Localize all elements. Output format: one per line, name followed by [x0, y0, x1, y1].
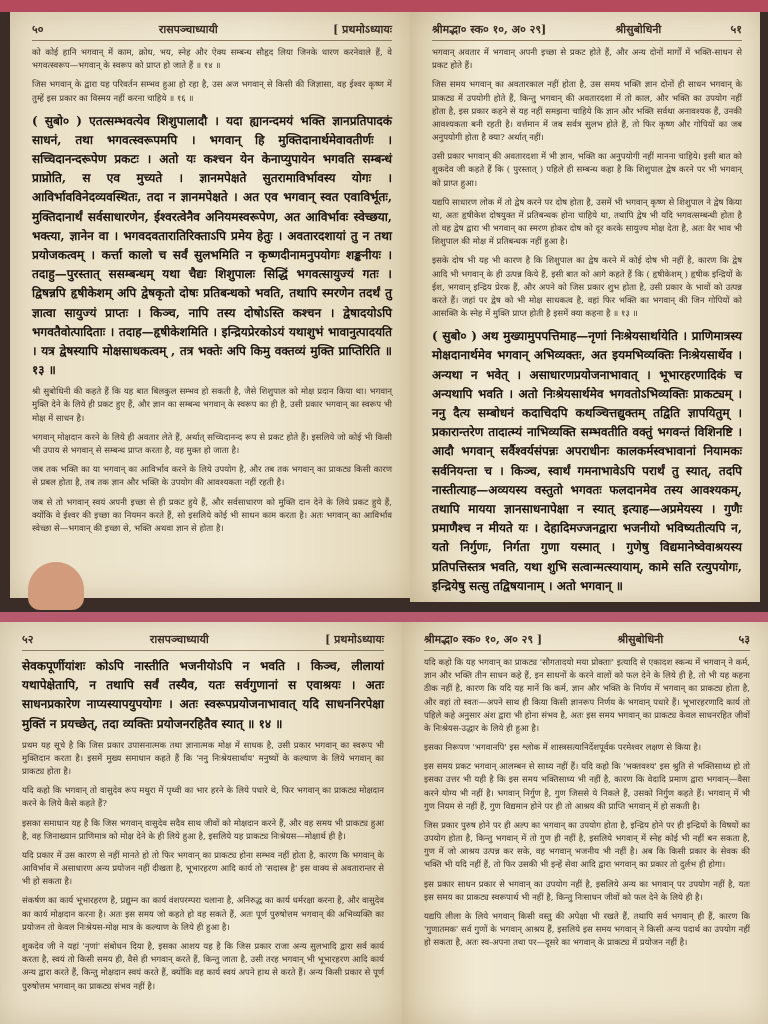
- paragraph: जिस प्रकार पुरुष होने पर ही अल्प का भगवान् का उपयोग होता है, इन्द्रिय होने पर ही इन्द्रियों के विषयों का उपयोग होता है, किन्तु भगवान् में तो गुण ही नहीं है, इसलिये भगवान् में स्नेह कोई भी नहीं बन सकता है, गुण में जो आश्रय उत्पन्न कर सके, वह भगवान् भजनीय भी नहीं है। अब कि किसी प्रकार के सेवक की भक्ति भी यदि नहीं हैं, तो फिर उसकी भी इन्हें सेवा आदि द्वारा भगवान् का प्रकार तो दुर्लभ ही होगा।: [424, 820, 750, 871]
- paragraph: इसका समाधान यह है कि जिस भगवान् वासुदेव सदैव साथ जीवों को मोक्षदान करने हैं, और वह समय भी प्राकट्य हुआ है, वह जिनाख्यान प्राणिमात्र को मोक्ष देने के ही लिये हुआ है, इसलिये यह प्राकट्य निःश्रेयस—मोक्षार्थ ही है।: [22, 818, 384, 842]
- paragraph: इसके दोष भी यह भी कारण है कि शिशुपाल का द्वेष करने में कोई दोष भी नहीं है, कारण कि द्वेष आदि भी भगवान् के ही उत्पन्न किये हैं, इसी बात को आगे कहते हैं कि ( हृषीकेशम् ) हृषीक इन्द्रियों के ईश, भगवान् इन्द्रिय प्रेरक हैं, और अपने को जिस प्रकार शुभ होता है, उसी प्रकार के भावों को उत्पन्न करते हैं। जहां पर द्वेष को भी मोक्ष साधकत्व है, वहां फिर भक्ति का भगवान् की जिन गोपियों को आसक्ति के स्नेह में मुक्ति प्राप्त होती है इसमें क्या कहना है ॥ १३ ॥: [432, 256, 742, 320]
- book-cover-edge: [0, 612, 768, 622]
- paragraph: यद्यपि साधारण लोक में तो द्वेष करने पर दोष होता है, उसमें भी भगवान् कृष्ण से शिशुपाल ने द्वेष किया था, अतः हृषीकेश दोषयुक्त में प्रतिबन्धक होना चाहिये था, तथापि द्वेष भी यदि भगवत्सम्बन्धी होता है तो वह द्वेष द्वारा भी भगवान् का स्मरण होकर दोष को दूर करके सायुज्य मोक्ष देता है, अतः वैर भाव भी शिशुपाल की मोक्ष में प्रतिबन्धक नहीं हुआ है।: [432, 197, 742, 248]
- bottom-right-page: [402, 622, 768, 1024]
- paragraph: शुकदेव जी ने यहां 'नृणां' संबोधन दिया है, इसका आशय यह है कि जिस प्रकार राजा अन्य सुलभादि द्वारा सर्व कार्य करता है, स्वयं तो किसी समय ही, वैसे ही भगवान् करते हैं, किन्तु जाता है, उसी तरह भगवान् भी भूभारहरण आदि कार्य अन्य द्वारा करते हैं, किन्तु मोक्षदान स्वयं करते हैं, क्योंकि वह कार्य स्वयं अपने हाथ से करते हैं। अन्य किसी प्रकार से पूर्ण पुरुषोत्तम भगवान् का प्राकट्य संभव नहीं है।: [22, 941, 384, 992]
- page-header: [22, 632, 384, 651]
- paragraph: जिस भगवान् के द्वारा यह परिवर्तन सम्भव हुआ हो रहा है, उस अज भगवान् से किसी की जिज्ञासा, वह ईश्वर कृष्ण में तुम्हें इस प्रकार का विस्मय नहीं करना चाहिये ॥ १६ ॥: [32, 80, 392, 104]
- running-title: रासपञ्चाध्यायी: [158, 23, 218, 36]
- running-title: रासपञ्चाध्यायी: [149, 633, 209, 646]
- page-number: ५३: [738, 633, 750, 646]
- paragraph: उसी प्रकार भगवान् की अवतारदशा में भी ज्ञान, भक्ति का अनुपयोगी नहीं मानना चाहिये। इसी बात को शुकदेव जी कहते हैं कि ( पुरस्तात् ) पहिले ही सम्बन्ध कहा है कि शिशुपाल द्वेष करने पर भी भगवान् को प्राप्त हुआ।: [432, 152, 742, 189]
- verse-reference: श्रीमद्भा० स्क० १०, अ० २९]: [432, 23, 547, 36]
- paragraph: यद्यपि लीला के लिये भगवान् किसी वस्तु की अपेक्षा भी रखते हैं, तथापि सर्व भगवान् ही हैं, कारण कि 'गुणातमक' सर्व गुणों के भगवान् आश्रय हैं, इसलिये इस समय भगवान् ने किसी अन्य पदार्थ का उपयोग नहीं हो सकता है, अतः स्व-अपना तथा पर—दूसरे का भगवान् के प्राकट्य में प्रयोजन नहीं है।: [424, 911, 750, 949]
- paragraph: इस समय प्रकट भगवान् आलम्बन से साध्य नहीं हैं। यदि कहो कि 'भक्तवश्य' इस श्रुति से भक्तिसाध्य हो तो इसका उत्तर भी यही है कि इस समय भक्तिसाध्य भी नहीं है, कारण कि वेदादि प्रमाण द्वारा भगवान्—वैसा करने योग्य भी नहीं है। भगवान् निर्गुण है, गुण जिससे ये निकले हैं, उसको निर्गुण कहते हैं। भगवान् में भी गुण नियम से नहीं हैं, गुण विद्यमान होने पर ही तो आश्रय की प्राप्ति भगवान् में हो सकती है।: [424, 762, 750, 812]
- chapter-tag: [ प्रथमोऽध्यायः: [325, 633, 384, 646]
- paragraph: यदि कहो कि भगवान् तो वासुदेव रूप मथुरा में पृथ्वी का भार हरने के लिये पधारे थे, फिर भगवान् का प्राकट्य मोक्षदान करने के लिये कैसे कहते हैं?: [22, 786, 384, 810]
- paragraph: जब से तो भगवान् स्वयं अपनी इच्छा से ही प्रकट हुये हैं, और सर्वसाधारण को मुक्ति दान देने के लिये प्रकट हुये हैं, क्योंकि वे ईश्वर की इच्छा का नियमन करते हैं, सो इसलिये कोई भी साधन काम करता है। अतः भगवान् का आविर्भाव स्वेच्छा से—भगवान् की इच्छा से, भक्ति अथवा ज्ञान से होता है।: [32, 497, 392, 534]
- paragraph: जिस समय भगवान् का अवतारकाल नहीं होता है, उस समय भक्ति ज्ञान दोनों ही साधन भगवान् के प्राकट्य में उपयोगी होते हैं, किन्तु भगवान् की अवतारदशा में तो काल, और भक्ति का उपयोग नहीं होता है, इस प्रकार कहने से यह नहीं समझना चाहिये कि ज्ञान और भक्ति सर्वथा अनावश्यक हैं, उनकी आवश्यकता बनी रहती है। वर्त्तमान में जब सर्वत्र सुलभ होते हैं, तो फिर कृष्ण और गोपियों का जब अनुपयोगी होता है क्या? अर्थात् नहीं।: [432, 80, 742, 144]
- paragraph: यदि कहो कि यह भगवान् का प्राकट्य 'सौगतादयो मया प्रोक्ताः' इत्यादि से एकादश स्कन्ध में भगवान् ने कर्म, ज्ञान और भक्ति तीन साधन कहे हैं, इन साधनों के करने वालों को फल देने के लिये ही है, तो भी यह कहना ठीक नहीं है, कारण कि यदि यह मानें कि कर्म, ज्ञान और भक्ति के निर्णय में भगवान् का प्राकट्य होता है, और वहां तो स्वतः—अपने साथ ही किया किसी ज्ञानरूप निर्णय के भगवान् पधारे हैं। भूभारहरणादि कार्य तो पहिले कहे अनुसार अंश द्वारा भी होना संभव है, अतः इस समय भगवान् का प्राकट्य केवल साधनरहित जीवों के निःश्रेयस-उद्धार के लिये ही हुआ है।: [424, 658, 750, 734]
- page-header: [32, 22, 392, 41]
- page-number: ५२: [22, 633, 34, 646]
- verse-reference: श्रीमद्भा० स्क० १०, अ० २९ ]: [424, 633, 543, 646]
- paragraph: प्रथम यह सूचे है कि जिस प्रकार उपासनात्मक तथा ज्ञानात्मक मोक्ष में साधक है, उसी प्रकार भगवान् का स्वरूप भी मुक्तिदान करता है। इसमें मुख्य समाधान कहते हैं कि 'ननु निःश्रेयसार्थाय' मनुष्यों के कल्याण के लिये भगवान् का प्राकट्य होता है।: [22, 740, 384, 778]
- top-left-page: [10, 12, 410, 598]
- bottom-left-page: [0, 622, 402, 1024]
- paragraph: भगवान् मोक्षदान करने के लिये ही अवतार लेते हैं, अर्थात् सच्चिदानन्द रूप से प्रकट होते हैं। इसलिये जो कोई भी किसी भी उपाय से भगवान् से सम्बन्ध प्राप्त करता है, वह मुक्त हो जाता है।: [32, 432, 392, 456]
- book-cover-edge: [0, 0, 768, 12]
- chapter-tag: [ प्रथमोऽध्यायः: [333, 23, 392, 36]
- page-header: [424, 632, 750, 651]
- paragraph: भगवान् अवतार में भगवान् अपनी इच्छा से प्रकट होते हैं, और अन्य दोनों मार्गों में भक्ति-साधन से प्रकट होते हैं।: [432, 48, 742, 72]
- sanskrit-commentary: ( सुबो० ) अथ मुख्यामुपपत्तिमाह—नृणां निःश्रेयसार्थायेति । प्राणिमात्रस्य मोक्षदानार्थमेव भगवान् अभिव्यक्तः, अत इयमभिव्यक्तिः निःश्रेयसार्थेव । अन्यथा न भवेत् । असाधारणप्रयोजनाभावात् । भूभारहरणादिकं च अन्यथापि भवति । अतो निःश्रेयसार्थमेव भगवतोऽभिव्यक्तिः प्राकट्यम् । ननु दैत्य सम्बोधनं कदाचिदपि कथञ्चित्तद्युक्तम् तद्विति ज्ञापयितुम् । प्रकारान्तरेण तादात्म्यं नाभिव्यक्ति सम्भवतीति वक्तुं भगवन्तं विशिनष्टि । आदौ भगवान् सर्वैश्वर्यसंपन्नः अपराधीनः कालकर्मस्वभावानां नियामकः सर्वनियन्ता च । किञ्च, स्वार्थं गमनाभावेऽपि परार्थं तु स्यात्, तदपि नास्तीत्याह—अव्ययस्य वस्तुतो भगवतः फलदानमेव तस्य आवश्यकम्, तथापि मायया ज्ञानसाधनापेक्षा न स्यात् इत्याह—अप्रमेयस्य । गुणैः प्रमाणैश्च न मीयते यः । देहादिमज्जनद्वारा भजनीयो भविष्यतीत्यपि न, यतो निर्गुणः, निर्गता गुणा यस्मात् । गुणेषु विद्यमानेष्वेवाश्रयस्य प्रतिपत्तिस्तत्र भवति, यथा शुभि सत्वान्मत्स्यायाम्, कामे सति रत्युपयोगः, इन्द्रियेषु सत्सु तद्विषयानाम् । अतो भगवान् ॥: [432, 329, 742, 593]
- paragraph: जब तक भक्ति का या भगवान् का आविर्भाव करने के लिये उपयोग है, और तब तक भगवान् का प्राकट्य किसी कारण से प्रबल होता है, तब तक ज्ञान और भक्ति के उपयोग की आवश्यकता नहीं रहती है।: [32, 465, 392, 489]
- top-right-page: [410, 12, 760, 602]
- sanskrit-commentary: सेवकपूर्णीयांशः कोऽपि नास्तीति भजनीयोऽपि न भवति । किञ्च, लीलायां यथापेक्षेतापि, न तथापि सर्वं तस्यैव, यतः सर्वगुणानां स एवाश्रयः । अतः साधनप्रकारेण नाप्यस्यापयुपयोगः । अतः स्वरूपप्रयोजनाभावात् यदि साधननिरपेक्षा मुक्तिं न प्रयच्छेत्, तदा व्यक्तिः प्रयोजनरहितैव स्यात् ॥ १४ ॥: [22, 659, 384, 731]
- sanskrit-commentary: ( सुबो० ) एतत्सम्भवत्येव शिशुपालादौ । यदा ह्यानन्दमयं भक्ति ज्ञानप्रतिपादकं साधनं, तथा भगवत्स्वरूपमपि । भगवान् हि मुक्तिदानार्थमेवावतीर्णः । सच्चिदानन्दरूपेण प्रकटः । अतो यः कश्चन येन केनाप्युपायेन भगवति सम्बन्धं प्राप्नोति, स एव मुच्यते । ज्ञानमपेक्षते सुतरामाविर्भावस्य योगः । आविर्भावविनेदव्यवस्थितः, तदा न ज्ञानमपेक्षते । अत एव भगवान् स्वत एवाविर्भूतः, मुक्तिदानार्थं सर्वसाधारणेन, ईश्वरत्वेनैव अनियमस्वरूपेण, अत आविर्भावः स्वेच्छया, भक्त्या, ज्ञानेन वा । भगवदवतारातिरिक्ताऽपि प्रमेय हेतुः । अवतारदशायां तु न तथा प्रयोजकत्वम् । कर्त्ता कालो च सर्वं सुलभमिति न कृष्णदीनामनुपयोगः शङ्कनीयः । तदाहु—पुरस्तात् ससम्बन्धम् यथा चैद्यः शिशुपालः सिद्धिं भगवत्सायुज्यं गतः । द्विषन्नपि हृषीकेशम् अपि द्वेषकृतो दोषः प्रतिबन्धको भवति, तथापि स्मरणेन तदर्थं तु ज्ञात्वा सायुज्यं प्राप्तः । किञ्च, नापि तस्य दोषोऽस्ति कश्चन । द्वेषादयोऽपि भगवतैवोत्पादिताः । तदाह—हृषीकेशमिति । इन्द्रियप्रेरकोऽयं यथाशुभं भावानुत्पादयति । यत्र द्वेषस्यापि मोक्षसाधकत्वम् , तत्र भक्तेः अपि किमु वक्तव्यं मुक्ति प्राप्तिरिति ॥ १३ ॥: [32, 113, 392, 378]
- paragraph: इस प्रकार साधन प्रकार से भगवान् का उपयोग नहीं है, इसलिये अन्य का भगवान् पर उपयोग नहीं है, यतः इस समय का प्राकट्य स्वरूपार्थ भी नहीं है, किन्तु निःसाधन जीवों को फल देने के लिये ही है।: [424, 879, 750, 903]
- paragraph: संकर्षण का कार्य भूभारहरण है, प्रद्युम्न का कार्य वंशपरम्परा चलाना है, अनिरुद्ध का कार्य धर्मरक्षा करना है, और वासुदेव का कार्य मोक्षदान करना है। अतः इस समय जो कहते हो वह सकते हैं, अतः पूर्ण पुरुषोत्तम भगवान् की अभिव्यक्ति का प्रयोजन तो केवल निःश्रेयस-मोक्ष मात्र के कल्याण के लिये ही हुआ है।: [22, 896, 384, 933]
- paragraph: श्री सुबोधिनी की कहते हैं कि यह बात बिलकुल सम्भव हो सकती है, जैसे शिशुपाल को मोक्ष प्रदान किया था। भगवान् मुक्ति देने के लिये ही प्रकट हुए हैं, और ज्ञान का सम्बन्ध भगवान् के स्वरूप का ही है, उसी प्रकार भगवान् का स्वरूप भी मोक्ष में साधन है।: [32, 387, 392, 424]
- bottom-book-photo: [0, 612, 768, 1024]
- page-number: ५१: [730, 23, 742, 36]
- paragraph: यदि प्रकार में उस कारण से नहीं मानते हो तो फिर भगवान् का प्राकट्य होना सम्भव नहीं होता है, कारण कि भगवान् के आविर्भाव में असाधारण अन्य प्रयोजन नहीं दीखता है, भूभारहरण आदि कार्य तो 'सदास्त्र है' इस वाक्य से अवतारान्तर से भी हो सकता है।: [22, 850, 384, 888]
- paragraph: इसका निरूपण 'भगवानपि' इस श्लोक में शास्त्रसत्यानिर्देशपूर्वक परमेश्वर लक्षण से किया है।: [424, 743, 702, 754]
- running-title: श्रीसुबोधिनी: [615, 23, 662, 36]
- running-title: श्रीसुबोधिनी: [617, 633, 664, 646]
- page-header: [432, 22, 742, 41]
- page-number: ५०: [32, 23, 44, 36]
- thumb: [28, 562, 84, 610]
- paragraph: को कोई हानि भगवान् में काम, क्रोध, भय, स्नेह और ऐक्य सम्बन्ध सौहृद लिया जिनके धारण करनेवाले हैं, वे भगवत्स्वरूप—भगवान् के स्वरूप को प्राप्त हो जाते हैं ॥ १४ ॥: [32, 48, 392, 72]
